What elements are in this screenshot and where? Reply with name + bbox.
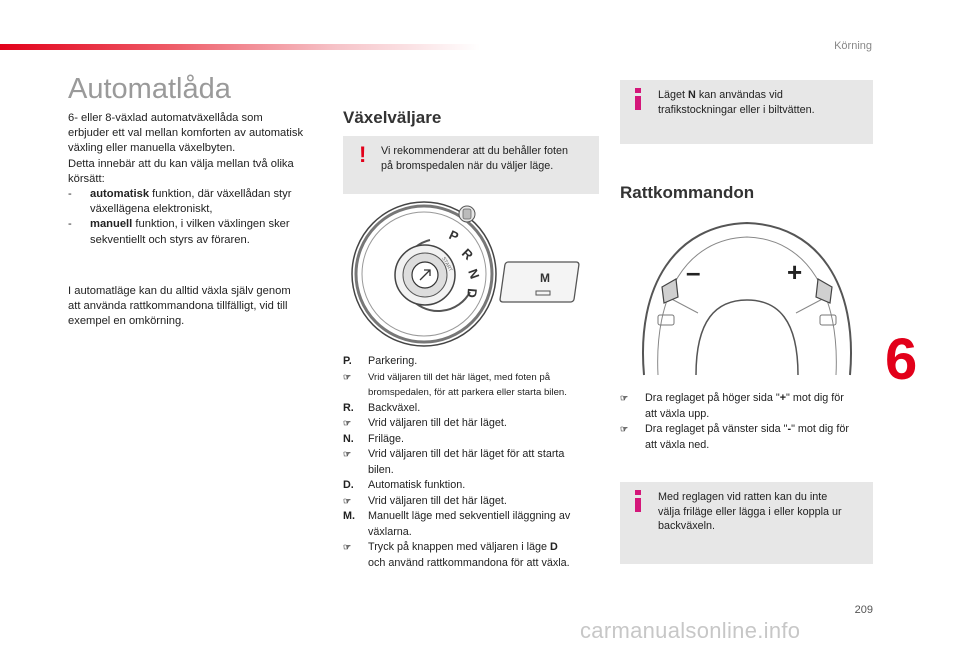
bullet-automatic — [68, 187, 333, 202]
text-line: trafikstockningar eller i biltvätten. — [658, 103, 815, 116]
gear-row-m: M. Manuellt läge med sekventiell iläggning av — [343, 510, 571, 522]
page-number: 209 — [854, 604, 873, 616]
gear-row: växlarna. — [368, 525, 412, 538]
section-title-selector: Växelväljare — [343, 108, 442, 127]
text-line: Detta innebär att du kan välja mellan två olika — [68, 157, 294, 170]
text-span: funktion, i vilken växlingen sker — [132, 218, 290, 231]
gear-row: ☞ Vrid väljaren till det här läget, med foten på — [343, 370, 601, 386]
text-span: växellägena elektroniskt, — [90, 203, 213, 216]
gear-row: ☞ Tryck på knappen med väljaren i läge D — [343, 540, 601, 556]
header-red-bar — [0, 44, 480, 50]
warning-box — [343, 136, 599, 194]
selector-letter-r: R — [458, 245, 477, 263]
bold-term: manuell — [90, 218, 133, 231]
gear-row-d: D. Automatisk funktion. — [343, 479, 466, 491]
gear-row: bilen. — [368, 463, 394, 476]
arrow-icon: ☞ — [343, 495, 352, 506]
warning-icon: ! — [359, 142, 367, 167]
selector-letter-p: P — [446, 227, 461, 245]
gear-row: ☞ Vrid väljaren till det här läget för att starta — [343, 447, 601, 463]
text-line: Med reglagen vid ratten kan du inte — [658, 491, 828, 503]
steer-row-up: ☞ Dra reglaget på höger sida "+" mot dig för — [620, 391, 870, 407]
paddle-plus-label: + — [787, 257, 803, 287]
gear-row-n: N. Friläge. — [343, 432, 405, 445]
steer-row: att växla upp. — [645, 407, 710, 420]
gear-selector-illustration — [350, 200, 595, 350]
selector-letter-n: N — [465, 266, 483, 281]
intro-paragraph — [68, 111, 333, 248]
text-line: växling eller manuella växelbyten. — [68, 142, 236, 155]
text-line: Vi rekommenderar att du behåller foten — [381, 145, 569, 157]
bold-term: automatisk — [90, 188, 150, 201]
bullet-manual-cont — [68, 233, 333, 248]
gear-row: och använd rattkommandona för att växla. — [368, 556, 570, 569]
watermark: carmanualsonline.info — [580, 618, 801, 643]
selector-letter-d: D — [464, 287, 480, 299]
page-title: Automatlåda — [68, 73, 231, 105]
arrow-icon: ☞ — [620, 393, 629, 403]
steering-controls-list — [620, 391, 870, 453]
steer-row: att växla ned. — [645, 438, 710, 451]
info-box-steering — [620, 482, 873, 564]
arrow-icon: ☞ — [343, 449, 352, 459]
gear-row: bromspedalen, för att parkera eller starta bilen. — [368, 387, 567, 398]
bullet-manual — [68, 217, 333, 232]
text-span: funktion, där växellådan styr — [149, 188, 292, 201]
bullet-dash: - — [68, 188, 72, 201]
bullet-dash: - — [68, 218, 72, 231]
info-icon — [634, 490, 642, 512]
section-label: Körning — [834, 40, 872, 52]
section-title-steering: Rattkommandon — [620, 183, 755, 202]
arrow-icon: ☞ — [343, 418, 352, 428]
gear-row: ☞ Vrid väljaren till det här läget. — [343, 416, 601, 432]
text-line: exempel en omkörning. — [68, 315, 185, 328]
gear-positions-list — [343, 354, 601, 571]
info-box-neutral: Läget N kan användas vid trafikstockningar eller i biltvätten. — [620, 80, 873, 144]
text-line: på bromspedalen när du väljer läge. — [381, 159, 554, 172]
gear-row-p: P. Parkering. — [343, 355, 418, 367]
text-line: välja friläge eller lägga i eller koppla ur — [658, 505, 842, 518]
text-line: backväxeln. — [658, 520, 716, 532]
text-line: att använda rattkommandona tillfälligt, vid till — [68, 300, 288, 313]
text-line: 6- eller 8-växlad automatväxellåda som — [68, 112, 263, 124]
text-span: sekventiellt och styrs av föraren. — [90, 233, 250, 246]
gear-row: ☞ Vrid väljaren till det här läget. — [343, 494, 601, 510]
text-line: erbjuder ett val mellan komforten av automatisk — [68, 127, 304, 140]
auto-override-paragraph — [68, 284, 333, 330]
steer-row-down: ☞ Dra reglaget på vänster sida "-" mot dig för — [620, 422, 870, 438]
selector-start-label: START — [440, 256, 454, 273]
gear-row-r: R. Backväxel. — [343, 401, 421, 414]
arrow-icon: ☞ — [343, 542, 352, 552]
bullet-automatic-cont — [68, 202, 333, 217]
arrow-icon: ☞ — [343, 371, 352, 382]
arrow-icon: ☞ — [620, 424, 629, 434]
chapter-number: 6 — [885, 327, 918, 392]
m-button-label: M — [540, 271, 550, 285]
info-icon — [634, 88, 642, 110]
paddle-minus-label: – — [686, 257, 701, 287]
text-line: I automatläge kan du alltid växla själv genom — [68, 285, 291, 297]
steering-wheel-illustration — [636, 215, 858, 380]
text-line: körsätt: — [68, 172, 105, 185]
